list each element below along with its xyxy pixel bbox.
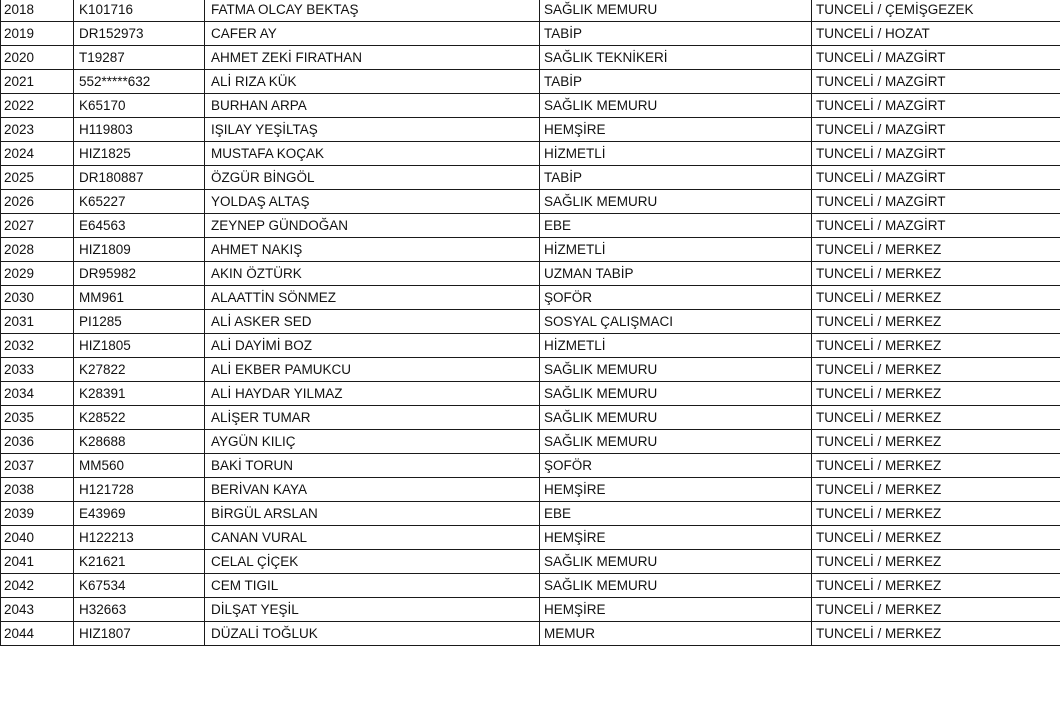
location-cell: TUNCELİ / MERKEZ bbox=[812, 262, 1060, 286]
table-row bbox=[1, 238, 1060, 262]
full-name-cell: FATMA OLCAY BEKTAŞ bbox=[205, 0, 540, 22]
job-title-cell: HİZMETLİ bbox=[540, 238, 812, 262]
row-number-cell: 2035 bbox=[1, 406, 74, 430]
registry-id-cell: K28522 bbox=[74, 406, 205, 430]
row-number-cell: 2030 bbox=[1, 286, 74, 310]
full-name-cell: MUSTAFA KOÇAK bbox=[205, 142, 540, 166]
full-name-cell: DÜZALİ TOĞLUK bbox=[205, 622, 540, 646]
location-cell: TUNCELİ / MERKEZ bbox=[812, 550, 1060, 574]
location-cell: TUNCELİ / MERKEZ bbox=[812, 430, 1060, 454]
registry-id-cell: DR152973 bbox=[74, 22, 205, 46]
full-name-cell: AKIN ÖZTÜRK bbox=[205, 262, 540, 286]
job-title-cell: SOSYAL ÇALIŞMACI bbox=[540, 310, 812, 334]
row-number-cell: 2036 bbox=[1, 430, 74, 454]
full-name-cell: CEM TIGIL bbox=[205, 574, 540, 598]
job-title-cell: SAĞLIK MEMURU bbox=[540, 190, 812, 214]
table-body bbox=[1, 0, 1060, 646]
registry-id-cell: MM560 bbox=[74, 454, 205, 478]
table-row bbox=[1, 382, 1060, 406]
job-title-cell: SAĞLIK MEMURU bbox=[540, 382, 812, 406]
full-name-cell: ALİ HAYDAR YILMAZ bbox=[205, 382, 540, 406]
location-cell: TUNCELİ / MAZGİRT bbox=[812, 166, 1060, 190]
registry-id-cell: PI1285 bbox=[74, 310, 205, 334]
row-number-cell: 2022 bbox=[1, 94, 74, 118]
row-number-cell: 2040 bbox=[1, 526, 74, 550]
registry-id-cell: HIZ1805 bbox=[74, 334, 205, 358]
table-row bbox=[1, 310, 1060, 334]
registry-id-cell: H121728 bbox=[74, 478, 205, 502]
job-title-cell: ŞOFÖR bbox=[540, 454, 812, 478]
location-cell: TUNCELİ / MAZGİRT bbox=[812, 142, 1060, 166]
row-number-cell: 2026 bbox=[1, 190, 74, 214]
table-row bbox=[1, 598, 1060, 622]
table-row bbox=[1, 118, 1060, 142]
location-cell: TUNCELİ / MERKEZ bbox=[812, 286, 1060, 310]
table-row bbox=[1, 166, 1060, 190]
full-name-cell: ALİ DAYİMİ BOZ bbox=[205, 334, 540, 358]
registry-id-cell: H32663 bbox=[74, 598, 205, 622]
registry-id-cell: DR180887 bbox=[74, 166, 205, 190]
full-name-cell: CELAL ÇİÇEK bbox=[205, 550, 540, 574]
registry-id-cell: K27822 bbox=[74, 358, 205, 382]
location-cell: TUNCELİ / MERKEZ bbox=[812, 454, 1060, 478]
registry-id-cell: 552*****632 bbox=[74, 70, 205, 94]
full-name-cell: ALAATTİN SÖNMEZ bbox=[205, 286, 540, 310]
location-cell: TUNCELİ / MAZGİRT bbox=[812, 70, 1060, 94]
table-row bbox=[1, 406, 1060, 430]
table-row bbox=[1, 550, 1060, 574]
job-title-cell: HİZMETLİ bbox=[540, 334, 812, 358]
row-number-cell: 2042 bbox=[1, 574, 74, 598]
full-name-cell: ALİ ASKER SED bbox=[205, 310, 540, 334]
registry-id-cell: HIZ1809 bbox=[74, 238, 205, 262]
row-number-cell: 2020 bbox=[1, 46, 74, 70]
job-title-cell: HİZMETLİ bbox=[540, 142, 812, 166]
location-cell: TUNCELİ / MERKEZ bbox=[812, 622, 1060, 646]
row-number-cell: 2043 bbox=[1, 598, 74, 622]
row-number-cell: 2028 bbox=[1, 238, 74, 262]
row-number-cell: 2029 bbox=[1, 262, 74, 286]
location-cell: TUNCELİ / MERKEZ bbox=[812, 334, 1060, 358]
full-name-cell: ALİŞER TUMAR bbox=[205, 406, 540, 430]
job-title-cell: HEMŞİRE bbox=[540, 118, 812, 142]
registry-id-cell: K65170 bbox=[74, 94, 205, 118]
row-number-cell: 2025 bbox=[1, 166, 74, 190]
full-name-cell: ZEYNEP GÜNDOĞAN bbox=[205, 214, 540, 238]
job-title-cell: HEMŞİRE bbox=[540, 478, 812, 502]
location-cell: TUNCELİ / HOZAT bbox=[812, 22, 1060, 46]
registry-id-cell: H119803 bbox=[74, 118, 205, 142]
registry-id-cell: E43969 bbox=[74, 502, 205, 526]
registry-id-cell: K21621 bbox=[74, 550, 205, 574]
full-name-cell: ÖZGÜR BİNGÖL bbox=[205, 166, 540, 190]
full-name-cell: BİRGÜL ARSLAN bbox=[205, 502, 540, 526]
table-row bbox=[1, 478, 1060, 502]
row-number-cell: 2018 bbox=[1, 0, 74, 22]
location-cell: TUNCELİ / MERKEZ bbox=[812, 574, 1060, 598]
location-cell: TUNCELİ / MERKEZ bbox=[812, 358, 1060, 382]
row-number-cell: 2032 bbox=[1, 334, 74, 358]
registry-id-cell: K28391 bbox=[74, 382, 205, 406]
location-cell: TUNCELİ / MERKEZ bbox=[812, 238, 1060, 262]
job-title-cell: SAĞLIK MEMURU bbox=[540, 0, 812, 22]
table-row bbox=[1, 94, 1060, 118]
job-title-cell: SAĞLIK MEMURU bbox=[540, 550, 812, 574]
location-cell: TUNCELİ / MERKEZ bbox=[812, 502, 1060, 526]
table-row bbox=[1, 214, 1060, 238]
table-row bbox=[1, 190, 1060, 214]
registry-id-cell: MM961 bbox=[74, 286, 205, 310]
full-name-cell: BERİVAN KAYA bbox=[205, 478, 540, 502]
full-name-cell: CAFER AY bbox=[205, 22, 540, 46]
table-row bbox=[1, 22, 1060, 46]
job-title-cell: HEMŞİRE bbox=[540, 598, 812, 622]
job-title-cell: TABİP bbox=[540, 22, 812, 46]
row-number-cell: 2037 bbox=[1, 454, 74, 478]
full-name-cell: BURHAN ARPA bbox=[205, 94, 540, 118]
table-row bbox=[1, 622, 1060, 646]
job-title-cell: SAĞLIK MEMURU bbox=[540, 358, 812, 382]
full-name-cell: ALİ RIZA KÜK bbox=[205, 70, 540, 94]
row-number-cell: 2039 bbox=[1, 502, 74, 526]
full-name-cell: AHMET NAKIŞ bbox=[205, 238, 540, 262]
table-row bbox=[1, 502, 1060, 526]
job-title-cell: EBE bbox=[540, 502, 812, 526]
location-cell: TUNCELİ / MAZGİRT bbox=[812, 94, 1060, 118]
row-number-cell: 2033 bbox=[1, 358, 74, 382]
registry-id-cell: HIZ1825 bbox=[74, 142, 205, 166]
table-row bbox=[1, 574, 1060, 598]
row-number-cell: 2019 bbox=[1, 22, 74, 46]
row-number-cell: 2031 bbox=[1, 310, 74, 334]
table-row bbox=[1, 430, 1060, 454]
location-cell: TUNCELİ / MERKEZ bbox=[812, 310, 1060, 334]
full-name-cell: AHMET ZEKİ FIRATHAN bbox=[205, 46, 540, 70]
table-row bbox=[1, 70, 1060, 94]
row-number-cell: 2023 bbox=[1, 118, 74, 142]
job-title-cell: SAĞLIK MEMURU bbox=[540, 94, 812, 118]
table-row bbox=[1, 0, 1060, 22]
location-cell: TUNCELİ / MERKEZ bbox=[812, 526, 1060, 550]
table-row bbox=[1, 454, 1060, 478]
job-title-cell: TABİP bbox=[540, 70, 812, 94]
full-name-cell: YOLDAŞ ALTAŞ bbox=[205, 190, 540, 214]
registry-id-cell: DR95982 bbox=[74, 262, 205, 286]
full-name-cell: CANAN VURAL bbox=[205, 526, 540, 550]
registry-id-cell: HIZ1807 bbox=[74, 622, 205, 646]
registry-id-cell: K65227 bbox=[74, 190, 205, 214]
location-cell: TUNCELİ / MERKEZ bbox=[812, 382, 1060, 406]
table-row bbox=[1, 286, 1060, 310]
job-title-cell: SAĞLIK TEKNİKERİ bbox=[540, 46, 812, 70]
full-name-cell: AYGÜN KILIÇ bbox=[205, 430, 540, 454]
registry-id-cell: E64563 bbox=[74, 214, 205, 238]
registry-id-cell: H122213 bbox=[74, 526, 205, 550]
location-cell: TUNCELİ / MAZGİRT bbox=[812, 46, 1060, 70]
full-name-cell: ALİ EKBER PAMUKCU bbox=[205, 358, 540, 382]
location-cell: TUNCELİ / MAZGİRT bbox=[812, 118, 1060, 142]
row-number-cell: 2041 bbox=[1, 550, 74, 574]
location-cell: TUNCELİ / MAZGİRT bbox=[812, 190, 1060, 214]
table-row bbox=[1, 526, 1060, 550]
job-title-cell: SAĞLIK MEMURU bbox=[540, 574, 812, 598]
job-title-cell: MEMUR bbox=[540, 622, 812, 646]
row-number-cell: 2044 bbox=[1, 622, 74, 646]
location-cell: TUNCELİ / MERKEZ bbox=[812, 598, 1060, 622]
full-name-cell: BAKİ TORUN bbox=[205, 454, 540, 478]
job-title-cell: SAĞLIK MEMURU bbox=[540, 430, 812, 454]
location-cell: TUNCELİ / MAZGİRT bbox=[812, 214, 1060, 238]
registry-id-cell: T19287 bbox=[74, 46, 205, 70]
job-title-cell: SAĞLIK MEMURU bbox=[540, 406, 812, 430]
registry-id-cell: K101716 bbox=[74, 0, 205, 22]
job-title-cell: ŞOFÖR bbox=[540, 286, 812, 310]
table-row bbox=[1, 142, 1060, 166]
registry-id-cell: K28688 bbox=[74, 430, 205, 454]
registry-id-cell: K67534 bbox=[74, 574, 205, 598]
full-name-cell: IŞILAY YEŞİLTAŞ bbox=[205, 118, 540, 142]
job-title-cell: TABİP bbox=[540, 166, 812, 190]
table-row bbox=[1, 358, 1060, 382]
row-number-cell: 2024 bbox=[1, 142, 74, 166]
row-number-cell: 2038 bbox=[1, 478, 74, 502]
job-title-cell: EBE bbox=[540, 214, 812, 238]
row-number-cell: 2021 bbox=[1, 70, 74, 94]
table-row bbox=[1, 46, 1060, 70]
job-title-cell: HEMŞİRE bbox=[540, 526, 812, 550]
row-number-cell: 2034 bbox=[1, 382, 74, 406]
location-cell: TUNCELİ / ÇEMİŞGEZEK bbox=[812, 0, 1060, 22]
row-number-cell: 2027 bbox=[1, 214, 74, 238]
location-cell: TUNCELİ / MERKEZ bbox=[812, 406, 1060, 430]
table-row bbox=[1, 262, 1060, 286]
location-cell: TUNCELİ / MERKEZ bbox=[812, 478, 1060, 502]
job-title-cell: UZMAN TABİP bbox=[540, 262, 812, 286]
full-name-cell: DİLŞAT YEŞİL bbox=[205, 598, 540, 622]
table-row bbox=[1, 334, 1060, 358]
